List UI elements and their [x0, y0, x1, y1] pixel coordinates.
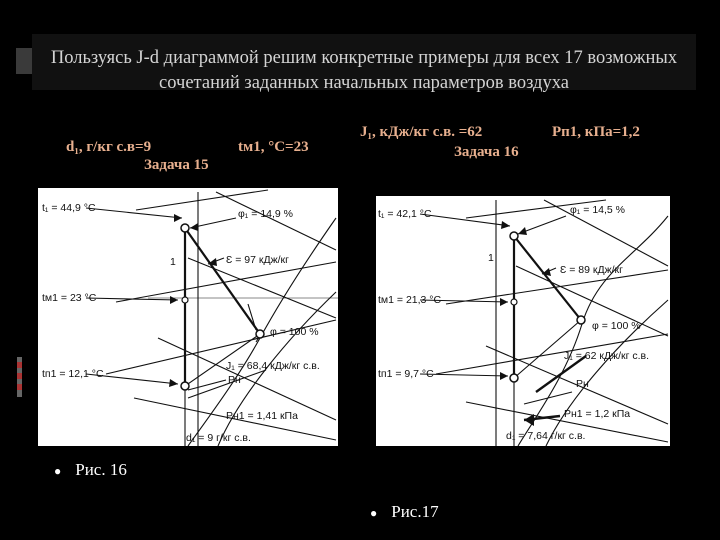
bullet-icon: ● — [54, 463, 62, 478]
fig16-phi100: φ = 100 % — [270, 326, 319, 338]
fig17-t1: t₁ = 42,1 °C — [378, 208, 432, 220]
fig16-point1: 1 — [170, 256, 176, 268]
fig17-point1: 1 — [488, 252, 494, 264]
fig16-d1: d₁ = 9 г/кг с.в. — [186, 432, 251, 444]
caption-fig16 — [54, 460, 127, 480]
bullet-icon: ● — [370, 505, 378, 520]
param-d1: d₁, г/кг с.в=9 — [66, 139, 152, 155]
fig16-phi1: φ₁ = 14,9 % — [238, 208, 294, 220]
fig16-tp1: tп1 = 12,1 °C — [42, 368, 104, 380]
decor-bar-side-4 — [17, 384, 22, 390]
fig16-pn: Pн — [228, 374, 241, 386]
fig17-phi100: φ = 100 % — [592, 320, 641, 332]
param-task15: Задача 15 — [144, 157, 209, 173]
fig17-j1: J₁ = 62 кДж/кг с.в. — [564, 350, 650, 362]
fig17-phi1: φ₁ = 14,5 % — [570, 204, 626, 216]
fig17-d1: d₁ = 7,64 г/кг с.в. — [506, 430, 586, 442]
jd-diagram-fig16 — [38, 188, 338, 446]
fig17-tm1: tм1 = 21,3 °C — [378, 294, 442, 306]
fig17-pn: Pн — [576, 378, 589, 390]
fig16-tm1: tм1 = 23 °C — [42, 292, 97, 304]
caption-fig17 — [370, 502, 439, 522]
fig17-tp1: tп1 = 9,7 °C — [378, 368, 434, 380]
jd-diagram-fig17 — [376, 196, 670, 446]
param-task16: Задача 16 — [454, 144, 519, 160]
fig16-j1: J₁ = 68,4 кДж/кг с.в. — [226, 360, 320, 372]
fig16-t1: t₁ = 44,9 °C — [42, 202, 96, 214]
fig17-eps: Ɛ = 89 кДж/кг — [560, 264, 623, 276]
fig17-pn1: Pн1 = 1,2 кПа — [564, 408, 631, 420]
fig16-eps: Ɛ = 97 кДж/кг — [226, 254, 289, 266]
param-tm1: tм1, °С=23 — [238, 139, 309, 155]
decor-bar-side-3 — [17, 373, 22, 379]
decor-bar-side-2 — [17, 362, 22, 368]
caption-fig16-text: Рис. 16 — [75, 460, 127, 479]
param-j1: J₁, кДж/кг с.в. =62 — [360, 124, 483, 140]
fig16-pn1: Pн1 = 1,41 кПа — [226, 410, 298, 422]
param-pp1: Рп1, кПа=1,2 — [552, 124, 640, 140]
caption-fig17-text: Рис.17 — [391, 502, 439, 521]
jd-diagram-fig16-svg — [38, 188, 338, 446]
slide-title: Пользуясь J-d диаграммой решим конкретные примеры для всех 17 возможных сочетаний заданных начальных параметров воздуха — [50, 48, 678, 93]
